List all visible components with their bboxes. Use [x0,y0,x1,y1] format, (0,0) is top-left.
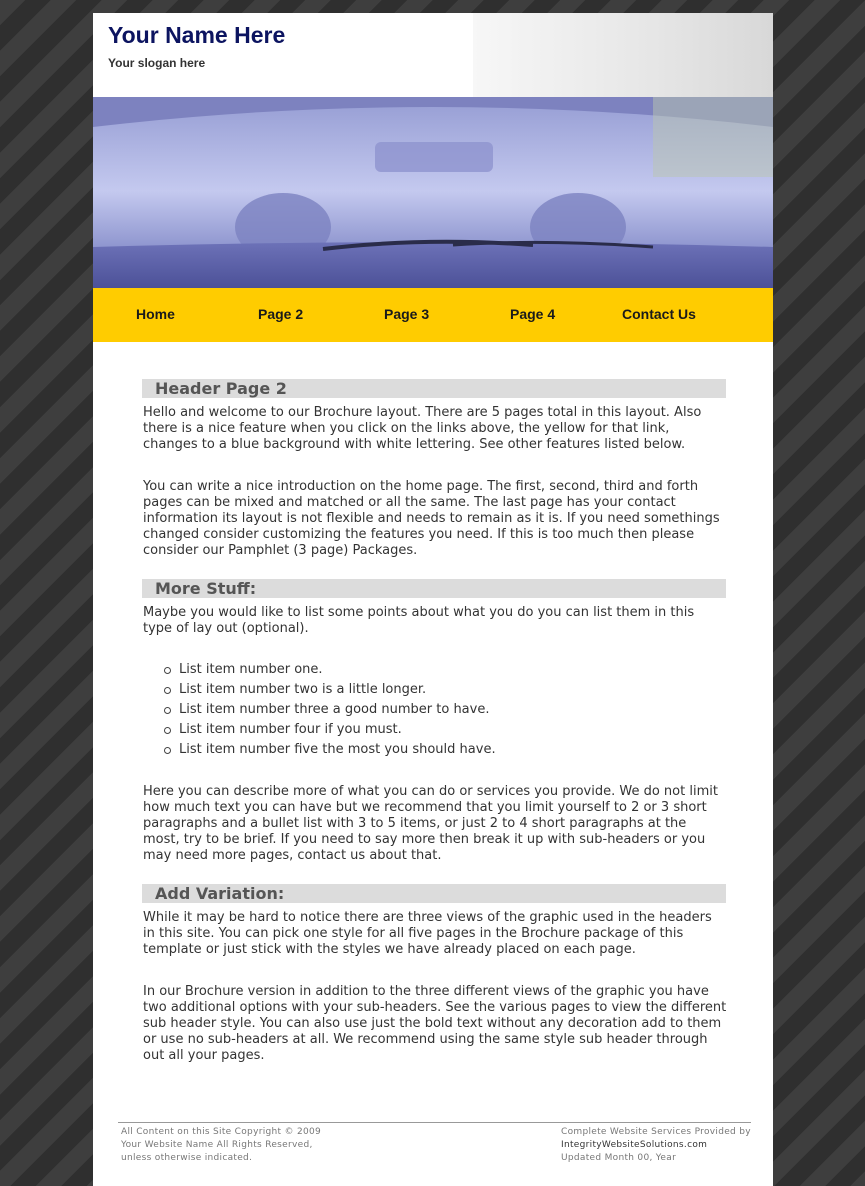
page-container [93,13,773,1186]
header-banner-image [93,97,773,288]
list-item [143,740,496,760]
circle-bullet-icon [164,687,171,694]
list-item-text: List item number one. [179,662,323,677]
list-item [143,680,496,700]
main-nav [93,288,773,342]
footer-credits-line: Updated Month 00, Year [561,1153,677,1163]
paragraph: You can write a nice introduction on the home page. The first, second, third and forth pages can be mixed and matched or all the same. The last page has your contact information its layout is not flexible and needs to remain as it is. If you need somethings changed consider customizing the features you need. If this is too much then please consider our Pamphlet (3 page) Packages. [143,479,720,558]
list-item [143,660,496,680]
paragraph: In our Brochure version in addition to the three different views of the graphic you have two additional options with your sub-headers. See the various pages to view the different sub header style. You can also use just the bold text without any decoration add to them or use no sub-headers at all. We recommend using the same style sub header through out all your pages. [143,984,727,1063]
nav-contact-us[interactable]: Contact Us [622,306,696,322]
footer-copyright-line: unless otherwise indicated. [121,1153,253,1163]
nav-page-4[interactable]: Page 4 [510,306,556,322]
list-item [143,720,496,740]
footer-copyright [121,1126,321,1165]
paragraph: Hello and welcome to our Brochure layout. There are 5 pages total in this layout. Also there is a nice feature when you click on the links above, the yellow for that link, changes to a blue background with white lettering. See other features listed below. [143,405,702,452]
circle-bullet-icon [164,727,171,734]
list-item [143,700,496,720]
nav-home[interactable]: Home [136,306,175,322]
nav-page-2[interactable]: Page 2 [258,306,304,322]
section-heading: Header Page 2 [142,379,726,398]
footer-copyright-line: Your Website Name All Rights Reserved, [121,1140,313,1150]
section-heading: More Stuff: [142,579,726,598]
footer-copyright-line: All Content on this Site Copyright © 2009 [121,1127,322,1137]
circle-bullet-icon [164,747,171,754]
footer-credits-link[interactable]: IntegrityWebsiteSolutions.com [561,1140,708,1150]
footer-credits [561,1126,751,1165]
list-item-text: List item number two is a little longer. [179,682,427,697]
bullet-list [143,660,496,760]
car-windshield-graphic [93,97,773,288]
paragraph: While it may be hard to notice there are three views of the graphic used in the headers in this site. You can pick one style for all five pages in the Brochure package of this template or just stick with the styles we have already placed on each page. [143,910,712,957]
site-title: Your Name Here [108,22,286,48]
list-item-text: List item number four if you must. [179,722,402,737]
circle-bullet-icon [164,667,171,674]
list-item-text: List item number five the most you should have. [179,742,496,757]
site-header [93,13,773,97]
header-gloss [473,13,773,97]
section-heading: Add Variation: [142,884,726,903]
list-item-text: List item number three a good number to have. [179,702,490,717]
site-slogan: Your slogan here [108,56,206,70]
paragraph: Here you can describe more of what you can do or services you provide. We do not limit how much text you can have but we recommend that you limit yourself to 2 or 3 short paragraphs and a bullet list with 3 to 5 items, or just 2 to 4 short paragraphs at the most, try to be brief. If you need to say more then break it up with sub-headers or you may need more pages, contact us about that. [143,784,718,863]
paragraph: Maybe you would like to list some points about what you do you can list them in this type of lay out (optional). [143,605,695,636]
footer-divider [118,1122,751,1123]
footer-credits-line: Complete Website Services Provided by [561,1127,751,1137]
nav-page-3[interactable]: Page 3 [384,306,430,322]
circle-bullet-icon [164,707,171,714]
